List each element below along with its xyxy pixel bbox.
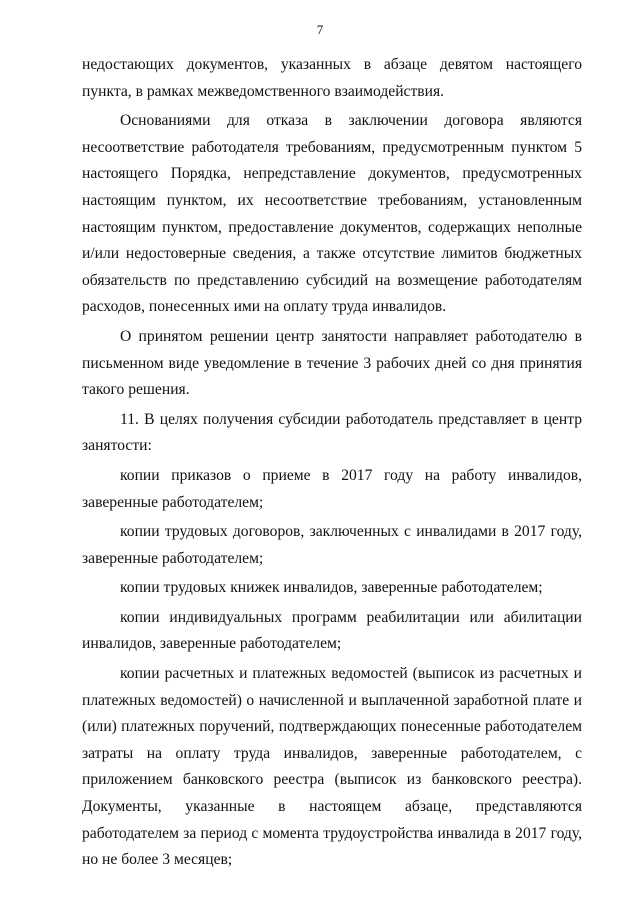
list-item-labor-contracts: копии трудовых договоров, заключенных с инвалидами в 2017 году, заверенные работодателем; (82, 523, 582, 567)
list-item-payroll-statements: копии расчетных и платежных ведомостей (выписок из расчетных и платежных ведомостей) о начисленной и выплаченной заработной плате и (или) платежных поручений, подтверждающих понесенные работодателем затраты на оплату труда инвалидов, заверенные работодателем, с приложением банковского реестра (выписок из банковского реестра). Документы, указанные в настоящем абзаце, представляются работодателем за период с момента трудоустройства инвалида в 2017 году, но не более 3 месяцев; (82, 665, 582, 869)
list-item-work-books: копии трудовых книжек инвалидов, заверенные работодателем; (120, 579, 543, 597)
paragraph-continuation: недостающих документов, указанных в абзаце девятом настоящего пункта, в рамках межведомственного взаимодействия. (82, 56, 582, 100)
paragraph-item-11: 11. В целях получения субсидии работодатель представляет в центр занятости: (82, 410, 582, 455)
paragraph-decision-notice: О принятом решении центр занятости направляет работодателю в письменном виде уведомление в течение 3 рабочих дней со дня принятия такого решения. (82, 327, 582, 399)
list-item-rehab-programs: копии индивидуальных программ реабилитации или абилитации инвалидов, заверенные работодателем; (82, 608, 582, 653)
document-body (82, 52, 582, 877)
list-item-hiring-orders: копии приказов о приеме в 2017 году на работу инвалидов, заверенные работодателем; (82, 466, 582, 511)
page-number: 7 (316, 22, 324, 37)
paragraph-refusal-grounds: Основаниями для отказа в заключении договора являются несоответствие работодателя требованиям, предусмотренным пунктом 5 настоящего Порядка, непредставление документов, предусмотренных настоящим пунктом, их несоответствие требованиям, установленным настоящим пунктом, предоставление документов, содержащих неполные и/или недостоверные сведения, а также отсутствие лимитов бюджетных обязательств по представлению субсидий на возмещение работодателям расходов, понесенных ими на оплату труда инвалидов. (82, 112, 582, 316)
